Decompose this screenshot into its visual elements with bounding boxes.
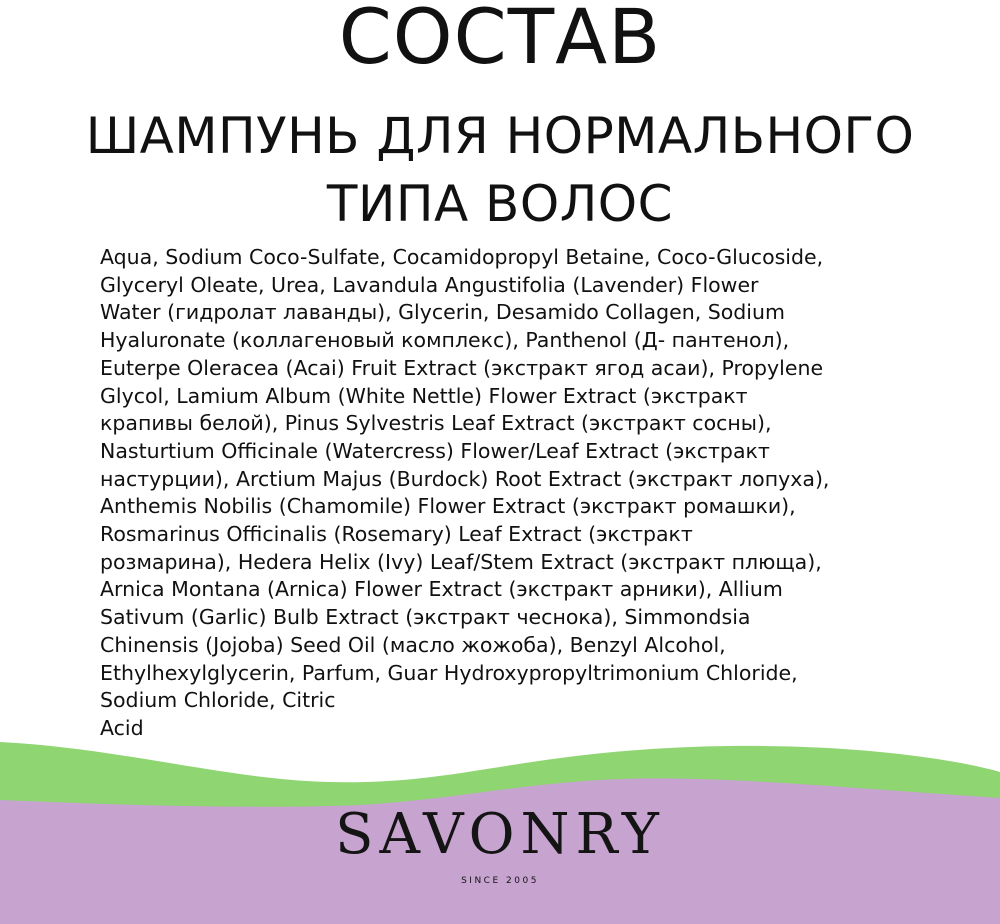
ingredients-line: Ethylhexylglycerin, Parfum, Guar Hydroxypropyltrimonium Chloride, — [100, 660, 798, 685]
subtitle-line: ТИПА ВОЛОС — [326, 175, 674, 233]
ingredients-line: Euterpe Oleracea (Acai) Fruit Extract (экстракт ягод асаи), Propylene — [100, 355, 824, 380]
page-title: СОСТАВ — [338, 0, 662, 81]
brand-since-tagline: SINCE 2005 — [461, 876, 539, 886]
ingredients-line: Arnica Montana (Arnica) Flower Extract (экстракт арники), Allium — [100, 577, 783, 602]
ingredients-line: Aqua, Sodium Coco-Sulfate, Cocamidopropyl Betaine, Coco-Glucoside, — [100, 245, 824, 269]
ingredients-line: Sodium Chloride, Citric — [100, 688, 336, 713]
ingredients-line: крапивы белой), Pinus Sylvestris Leaf Extract (экстракт сосны), — [100, 411, 772, 436]
ingredients-line: настурции), Arctium Majus (Burdock) Root Extract (экстракт лопуха), — [100, 466, 830, 491]
ingredients-line: Nasturtium Officinale (Watercress) Flower/Leaf Extract (экстракт — [100, 438, 770, 463]
ingredients-line: Sativum (Garlic) Bulb Extract (экстракт чеснока), Simmondsia — [100, 605, 751, 630]
ingredients-line: Water (гидролат лаванды), Glycerin, Desamido Collagen, Sodium — [100, 300, 785, 325]
ingredients-line: Glyceryl Oleate, Urea, Lavandula Angustifolia (Lavender) Flower — [100, 272, 759, 297]
ingredients-line: Rosmarinus Officinalis (Rosemary) Leaf Extract (экстракт — [100, 522, 693, 547]
ingredients-line: Anthemis Nobilis (Chamomile) Flower Extract (экстракт ромашки), — [100, 494, 796, 519]
brand-logo: SAVONRY — [335, 802, 665, 867]
subtitle-line: ШАМПУНЬ ДЛЯ НОРМАЛЬНОГО — [85, 107, 915, 165]
ingredients-line: Glycol, Lamium Album (White Nettle) Flower Extract (экстракт — [100, 383, 748, 408]
ingredients-line: Chinensis (Jojoba) Seed Oil (масло жожоба), Benzyl Alcohol, — [100, 632, 726, 657]
ingredients-line: Hyaluronate (коллагеновый комплекс), Panthenol (Д- пантенол), — [100, 328, 790, 353]
ingredients-line: Acid — [100, 715, 144, 740]
ingredients-list — [100, 244, 960, 743]
ingredients-line: розмарина), Hedera Helix (Ivy) Leaf/Stem Extract (экстракт плюща), — [100, 549, 822, 574]
product-subtitle — [0, 102, 1000, 238]
